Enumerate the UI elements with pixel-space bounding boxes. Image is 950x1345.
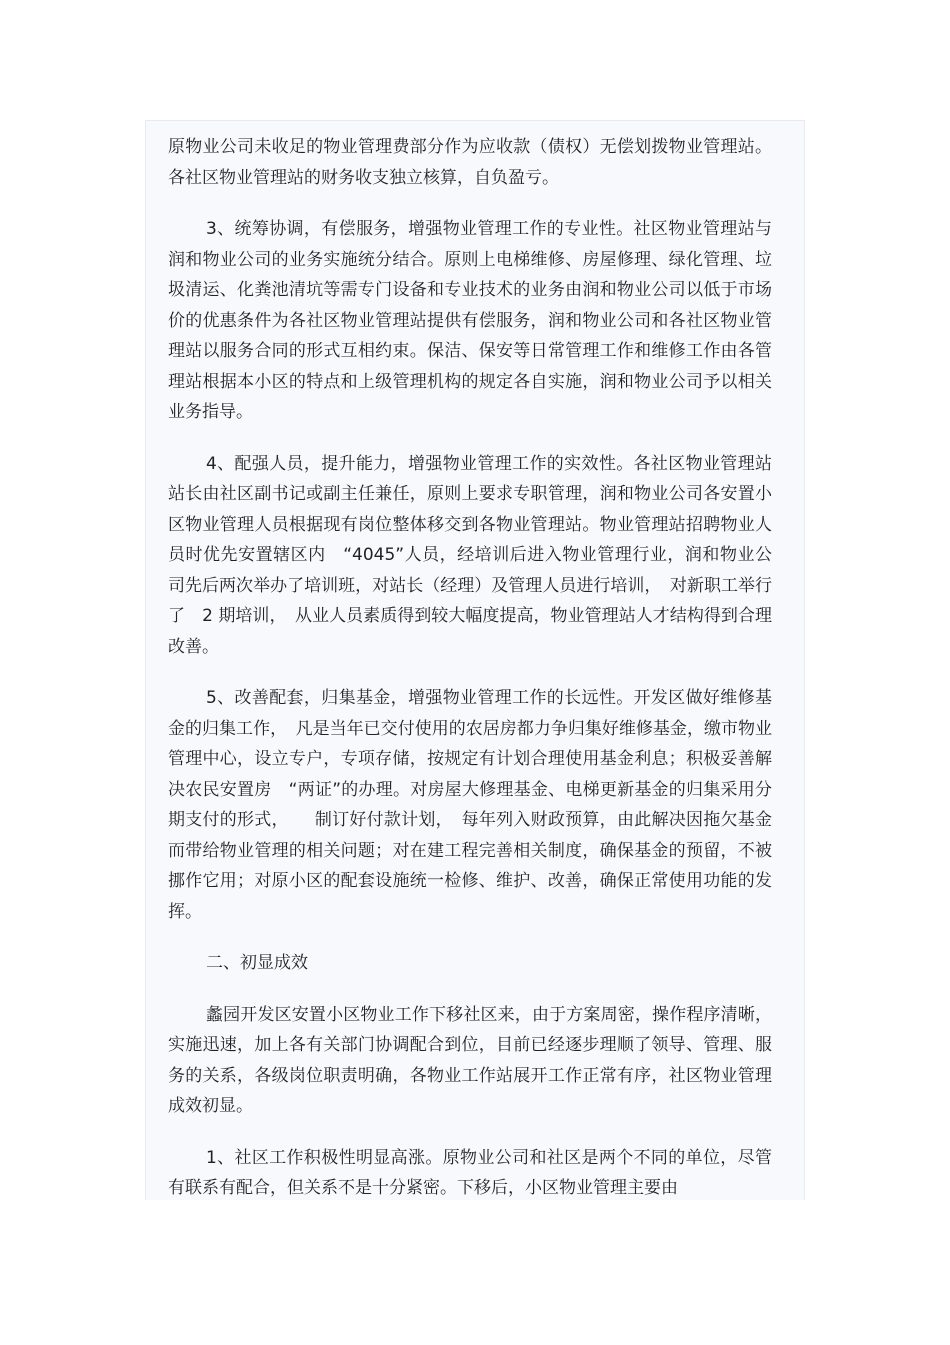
section-heading: 二、初显成效 bbox=[206, 953, 308, 973]
paragraph: 原物业公司未收足的物业管理费部分作为应收款（债权）无偿划拨物业管理站。各社区物业管理站的财务收支独立核算，自负盈亏。 bbox=[168, 137, 772, 188]
document-body bbox=[168, 132, 772, 1225]
paragraph: 蠡园开发区安置小区物业工作下移社区来，由于方案周密，操作程序清晰，实施迅速，加上各有关部门协调配合到位，目前已经逐步理顺了领导、管理、服务的关系，各级岗位职责明确，各物业工作站展开工作正常有序，社区物业管理成效初显。 bbox=[168, 1004, 772, 1116]
paragraph: 3、统筹协调，有偿服务，增强物业管理工作的专业性。社区物业管理站与润和物业公司的业务实施统分结合。原则上电梯维修、房屋修理、绿化管理、垃圾清运、化粪池清坑等需专门设备和专业技术的业务由润和物业公司以低于市场价的优惠条件为各社区物业管理站提供有偿服务，润和物业公司和各社区物业管理站以服务合同的形式互相约束。保洁、保安等日常管理工作和维修工作由各管理站根据本小区的特点和上级管理机构的规定各自实施，润和物业公司予以相关业务指导。 bbox=[168, 219, 772, 422]
paragraph: 4、配强人员，提升能力，增强物业管理工作的实效性。各社区物业管理站站长由社区副书记或副主任兼任，原则上要求专职管理，润和物业公司各安置小区物业管理人员根据现有岗位整体移交到各物业管理站。物业管理站招聘物业人员时优先安置辖区内 “4045”人员，经培训后进入物业管理行业，润和物业公司先后两次举办了培训班，对站长（经理）及管理人员进行培训， 对新职工举行了 2 期培训， 从业人员素质得到较大幅度提高，物业管理站人才结构得到合理改善。 bbox=[168, 453, 772, 657]
paragraph: 1、社区工作积极性明显高涨。原物业公司和社区是两个不同的单位，尽管有联系有配合，但关系不是十分紧密。下移后，小区物业管理主要由 bbox=[168, 1147, 772, 1198]
paragraph: 5、改善配套，归集基金，增强物业管理工作的长远性。开发区做好维修基金的归集工作， 凡是当年已交付使用的农居房都力争归集好维修基金，缴市物业管理中心，设立专户，专项存储，按规定有计划合理使用基金利息；积极妥善解决农民安置房 “两证”的办理。对房屋大修理基金、电梯更新基金的归集采用分期支付的形式， 制订好付款计划， 每年列入财政预算，由此解决因拖欠基金而带给物业管理的相关问题；对在建工程完善相关制度，确保基金的预留，不被挪作它用；对原小区的配套设施统一检修、维护、改善，确保正常使用功能的发挥。 bbox=[168, 688, 772, 922]
